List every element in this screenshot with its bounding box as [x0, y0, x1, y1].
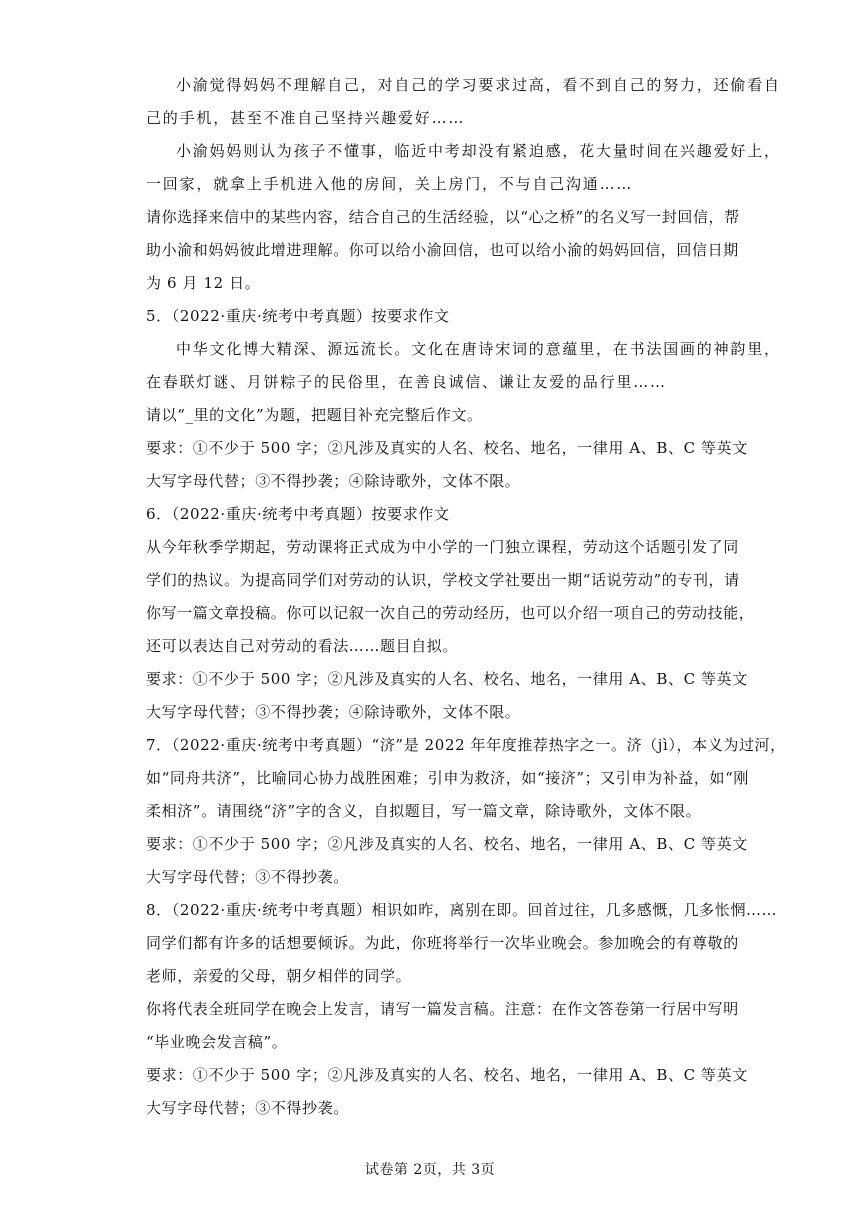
prompt-line: 助小渝和妈妈彼此增进理解。你可以给小渝回信，也可以给小渝的妈妈回信，回信日期 [146, 241, 739, 259]
prompt-line: 老师，亲爱的父母，朝夕相伴的同学。 [146, 967, 412, 985]
page-footer: 试卷第 2页，共 3页 [364, 1162, 496, 1178]
prompt-line: 你写一篇文章投稿。你可以记叙一次自己的劳动经历，也可以介绍一项自己的劳动技能， [146, 604, 755, 622]
letter-text-line: 己的手机，甚至不准自己坚持兴趣爱好…… [146, 109, 466, 127]
prompt-line: 为 6 月 12 日。 [146, 274, 261, 292]
prompt-line: 学们的热议。为提高同学们对劳动的认识，学校文学社要出一期“话说劳动”的专刊，请 [146, 571, 740, 589]
material-text-line: 中华文化博大精深、源远流长。文化在唐诗宋词的意蕴里，在书法国画的神韵里， [176, 340, 781, 358]
prompt-line: 请以“_里的文化”为题，把题目补充完整后作文。 [146, 406, 483, 424]
question-7-heading: 7．（2022·重庆·统考中考真题）“济”是 2022 年年度推荐热字之一。济（jì），本义为过河， [146, 736, 786, 754]
prompt-line: 你将代表全班同学在晚会上发言，请写一篇发言稿。注意：在作文答卷第一行居中写明 [146, 1000, 739, 1018]
letter-text-line: 小渝觉得妈妈不理解自己，对自己的学习要求过高，看不到自己的努力，还偷看自 [176, 76, 781, 94]
requirement-line: 大写字母代替；③不得抄袭；④除诗歌外，文体不限。 [146, 703, 521, 721]
requirement-line: 大写字母代替；③不得抄袭。 [146, 1099, 349, 1117]
requirement-line: 要求：①不少于 500 字；②凡涉及真实的人名、校名、地名，一律用 A、B、C 等英文 [146, 670, 748, 688]
prompt-line: 从今年秋季学期起，劳动课将正式成为中小学的一门独立课程，劳动这个话题引发了同 [146, 538, 739, 556]
prompt-line: “毕业晚会发言稿”。 [146, 1033, 288, 1051]
requirement-line: 要求：①不少于 500 字；②凡涉及真实的人名、校名、地名，一律用 A、B、C 等英文 [146, 835, 748, 853]
requirement-line: 要求：①不少于 500 字；②凡涉及真实的人名、校名、地名，一律用 A、B、C 等英文 [146, 1066, 748, 1084]
requirement-line: 要求：①不少于 500 字；②凡涉及真实的人名、校名、地名，一律用 A、B、C 等英文 [146, 439, 748, 457]
prompt-line: 柔相济”。请围绕“济”字的含义，自拟题目，写一篇文章，除诗歌外，文体不限。 [146, 802, 702, 820]
prompt-line: 还可以表达自己对劳动的看法……题目自拟。 [146, 637, 459, 655]
letter-text-line: 一回家，就拿上手机进入他的房间，关上房门，不与自己沟通…… [146, 175, 634, 193]
prompt-line: 请你选择来信中的某些内容，结合自己的生活经验，以“心之桥”的名义写一封回信，帮 [146, 208, 740, 226]
material-text-line: 在春联灯谜、月饼粽子的民俗里，在善良诚信、谦让友爱的品行里…… [146, 373, 667, 391]
requirement-line: 大写字母代替；③不得抄袭；④除诗歌外，文体不限。 [146, 472, 521, 490]
question-5-heading: 5．（2022·重庆·统考中考真题）按要求作文 [146, 307, 450, 325]
question-8-heading: 8．（2022·重庆·统考中考真题）相识如昨，离别在即。回首过往，几多感慨，几多怅惘…… [146, 901, 778, 919]
letter-text-line: 小渝妈妈则认为孩子不懂事，临近中考却没有紧迫感，花大量时间在兴趣爱好上， [176, 142, 781, 160]
requirement-line: 大写字母代替；③不得抄袭。 [146, 868, 349, 886]
prompt-line: 同学们都有许多的话想要倾诉。为此，你班将举行一次毕业晚会。参加晚会的有尊敬的 [146, 934, 739, 952]
prompt-line: 如“同舟共济”，比喻同心协力战胜困难；引申为救济，如“接济”；又引申为补益，如“刚 [146, 769, 749, 787]
question-6-heading: 6．（2022·重庆·统考中考真题）按要求作文 [146, 505, 450, 523]
